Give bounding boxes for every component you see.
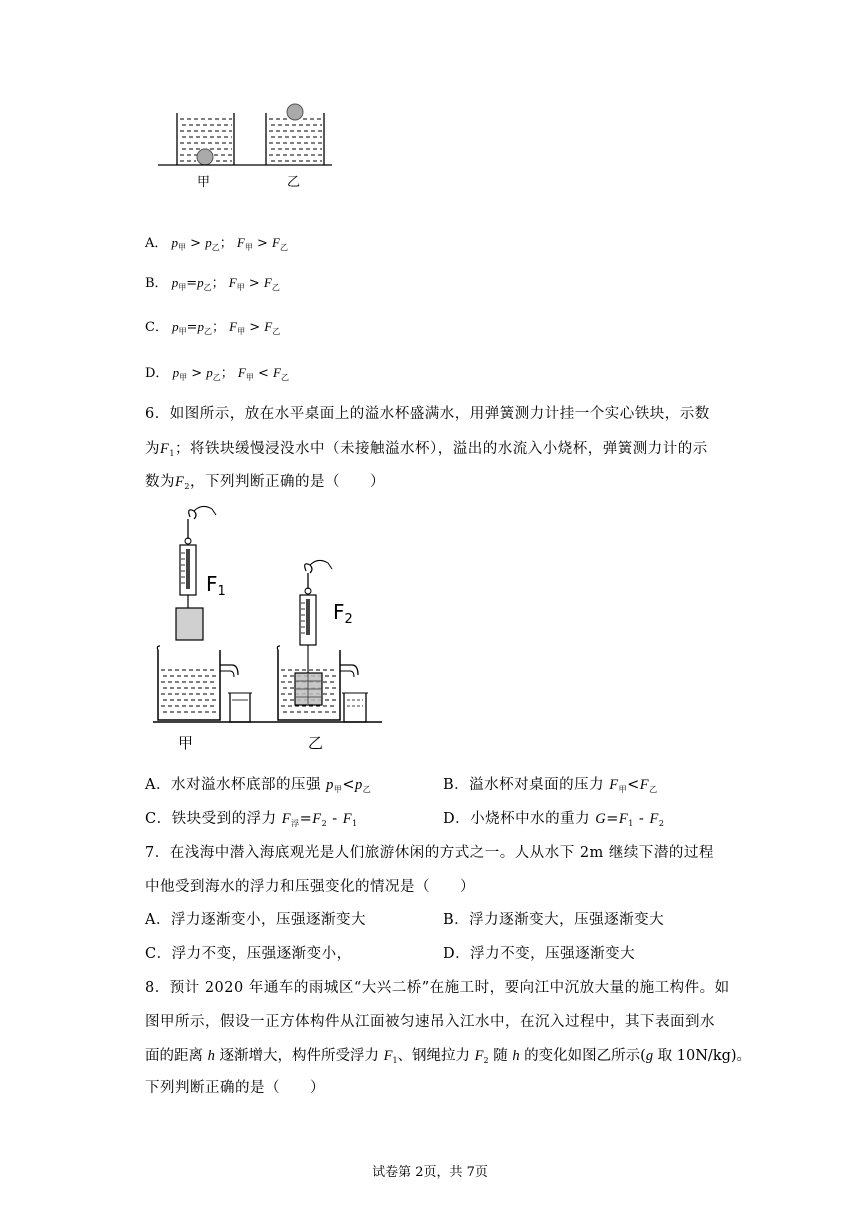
q6-stem-line2: 为$F_1$；将铁块缓慢浸没水中（未接触溢水杯），溢出的水流入小烧杯，弹簧测力计的示 — [145, 441, 708, 458]
q8-stem-line4: 下列判断正确的是（ ） — [145, 1080, 325, 1096]
iron-block-jia — [176, 608, 203, 640]
q5-option-b[interactable]: B． $p_甲=p_乙$； $F_甲 > F_乙$ — [145, 275, 280, 292]
container-yi — [266, 104, 324, 165]
fig6-label-yi: 乙 — [308, 734, 324, 752]
q7-stem-line1: 7．在浅海中潜入海底观光是人们旅游休闲的方式之一。人从水下 2m 继续下潜的过程 — [145, 845, 714, 861]
fig6-label-F2: $F_2$ — [333, 600, 353, 627]
fig5-label-jia: 甲 — [197, 175, 211, 190]
q7-option-d[interactable]: D．浮力不变，压强逐渐变大 — [443, 946, 636, 962]
overflow-cup-jia — [157, 646, 238, 720]
small-beaker-yi — [342, 693, 368, 722]
q8-stem-line2: 图甲所示，假设一正方体构件从江面被匀速吊入江水中，在沉入过程中，其下表面到水 — [145, 1014, 715, 1030]
page-footer: 试卷第 2页，共 7页 — [372, 1165, 488, 1180]
q8-stem-line1: 8．预计 2020 年通车的雨城区“大兴二桥”在施工时，要向江中沉放大量的施工构件。如 — [145, 980, 730, 996]
q7-option-a[interactable]: A．浮力逐渐变小，压强逐渐变大 — [145, 912, 366, 928]
q6-option-c[interactable]: C．铁块受到的浮力 $F_浮=F_2 - F_1$ — [145, 811, 358, 828]
spring-scale-yi — [300, 560, 332, 673]
ball-sunk — [197, 149, 213, 165]
figure-q5-containers — [150, 95, 350, 195]
q6-option-b[interactable]: B．溢水杯对桌面的压力 $F_甲<F_乙$ — [443, 777, 658, 794]
small-beaker-jia — [228, 693, 252, 722]
q7-option-c[interactable]: C．浮力不变，压强逐渐变小， — [145, 946, 352, 962]
fig5-label-yi: 乙 — [287, 175, 301, 190]
q6-stem-line1: 6．如图所示，放在水平桌面上的溢水杯盛满水，用弹簧测力计挂一个实心铁块，示数 — [145, 406, 710, 422]
q6-option-d[interactable]: D．小烧杯中水的重力 $G=F_1 - F_2$ — [443, 811, 665, 828]
ball-floating — [287, 104, 303, 120]
q8-stem-line3: 面的距离 h 逐渐增大，构件所受浮力 $F_1$、钢绳拉力 $F_2$ 随 h 的变化如图乙所示(g 取 10N/kg)。 — [145, 1048, 752, 1065]
q6-stem-line3: 数为$F_2$，下列判断正确的是（ ） — [145, 474, 385, 491]
q7-option-b[interactable]: B．浮力逐渐变大，压强逐渐变大 — [443, 912, 665, 928]
q7-stem-line2: 中他受到海水的浮力和压强变化的情况是（ ） — [145, 879, 475, 895]
q5-option-a[interactable]: A． $p_甲 > p_乙$； $F_甲 > F_乙$ — [145, 235, 288, 252]
q6-option-a[interactable]: A．水对溢水杯底部的压强 $p_甲<p_乙$ — [145, 777, 372, 794]
fig6-label-jia: 甲 — [178, 734, 194, 752]
container-jia — [177, 113, 234, 165]
fig6-label-F1: $F_1$ — [206, 572, 226, 599]
q5-option-c[interactable]: C． $p_甲=p_乙$； $F_甲 > F_乙$ — [145, 319, 281, 336]
figure-q6-overflow-cups — [150, 505, 390, 730]
overflow-cup-yi — [277, 646, 358, 720]
q5-option-d[interactable]: D． $p_甲 > p_乙$； $F_甲 < F_乙$ — [145, 365, 289, 382]
